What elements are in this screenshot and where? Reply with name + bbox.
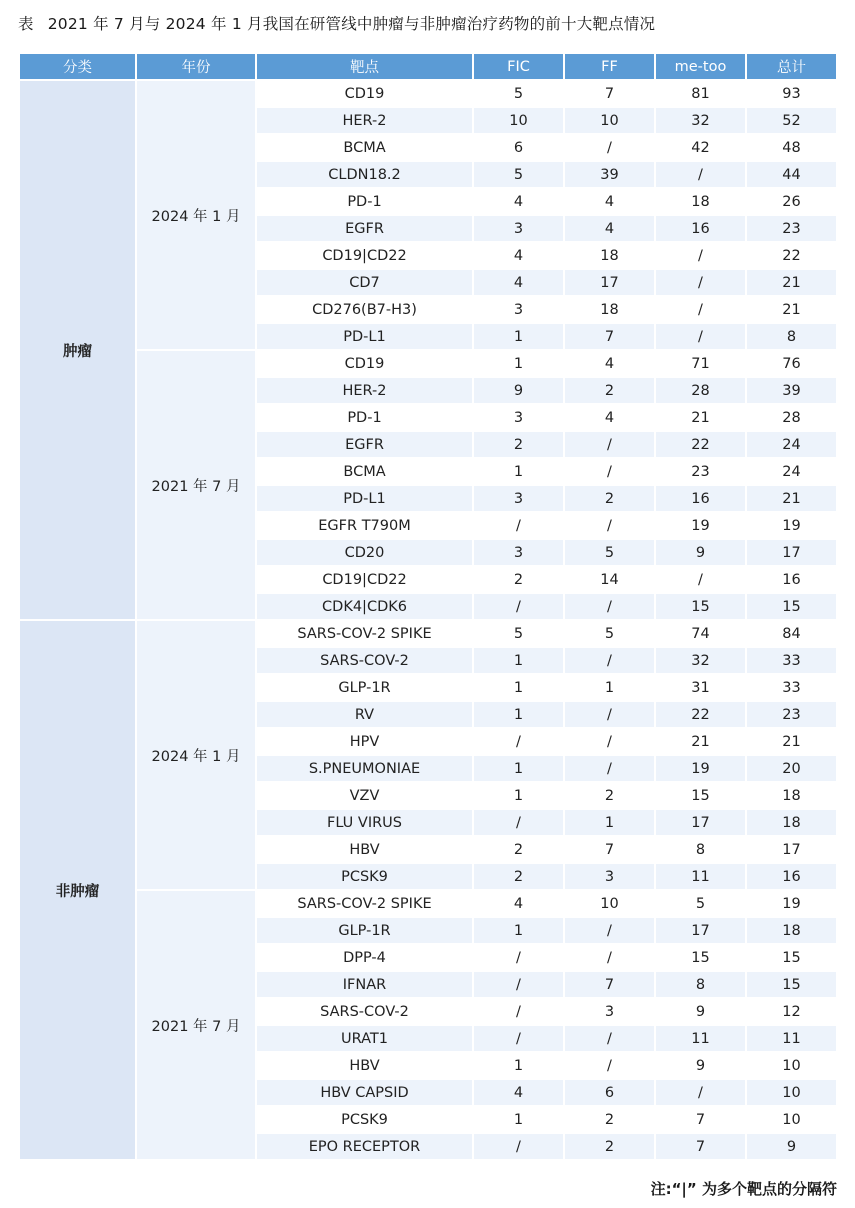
me-too-cell: 11 <box>656 1026 745 1051</box>
me-too-cell: 17 <box>656 918 745 943</box>
total-cell: 48 <box>747 135 836 160</box>
fic-cell: / <box>474 1134 563 1159</box>
me-too-cell: 19 <box>656 513 745 538</box>
total-cell: 24 <box>747 459 836 484</box>
fic-cell: 1 <box>474 756 563 781</box>
total-cell: 23 <box>747 702 836 727</box>
total-cell: 76 <box>747 351 836 376</box>
me-too-cell: / <box>656 270 745 295</box>
target-cell: PCSK9 <box>257 864 472 889</box>
ff-cell: 5 <box>565 540 654 565</box>
total-cell: 93 <box>747 81 836 106</box>
me-too-cell: 8 <box>656 837 745 862</box>
table-row <box>20 621 836 646</box>
fic-cell: 4 <box>474 270 563 295</box>
target-cell: EPO RECEPTOR <box>257 1134 472 1159</box>
year-cell: 2021 年 7 月 <box>137 891 255 1159</box>
target-cell: SARS-COV-2 SPIKE <box>257 621 472 646</box>
total-cell: 39 <box>747 378 836 403</box>
target-cell: S.PNEUMONIAE <box>257 756 472 781</box>
fic-cell: 1 <box>474 648 563 673</box>
header-year: 年份 <box>137 54 255 79</box>
ff-cell: 4 <box>565 405 654 430</box>
target-cell: RV <box>257 702 472 727</box>
ff-cell: / <box>565 1053 654 1078</box>
target-cell: SARS-COV-2 <box>257 999 472 1024</box>
target-cell: HER-2 <box>257 108 472 133</box>
ff-cell: / <box>565 432 654 457</box>
target-cell: CD19|CD22 <box>257 243 472 268</box>
me-too-cell: 9 <box>656 1053 745 1078</box>
fic-cell: 6 <box>474 135 563 160</box>
me-too-cell: 15 <box>656 945 745 970</box>
total-cell: 9 <box>747 1134 836 1159</box>
fic-cell: 5 <box>474 162 563 187</box>
total-cell: 11 <box>747 1026 836 1051</box>
me-too-cell: 21 <box>656 405 745 430</box>
ff-cell: 2 <box>565 1134 654 1159</box>
ff-cell: 1 <box>565 810 654 835</box>
header-row <box>20 54 836 79</box>
me-too-cell: / <box>656 567 745 592</box>
category-cell: 非肿瘤 <box>20 621 135 1159</box>
target-cell: PCSK9 <box>257 1107 472 1132</box>
me-too-cell: 9 <box>656 999 745 1024</box>
total-cell: 23 <box>747 216 836 241</box>
fic-cell: 1 <box>474 324 563 349</box>
target-cell: EGFR <box>257 432 472 457</box>
me-too-cell: / <box>656 1080 745 1105</box>
fic-cell: / <box>474 999 563 1024</box>
table-body <box>20 81 836 1159</box>
table-title-text: 2021 年 7 月与 2024 年 1 月我国在研管线中肿瘤与非肿瘤治疗药物的前十大靶点情况 <box>47 15 656 33</box>
ff-cell: 5 <box>565 621 654 646</box>
fic-cell: 2 <box>474 837 563 862</box>
total-cell: 18 <box>747 783 836 808</box>
target-cell: GLP-1R <box>257 675 472 700</box>
fic-cell: / <box>474 729 563 754</box>
table-row <box>20 351 836 376</box>
me-too-cell: 16 <box>656 216 745 241</box>
target-cell: CD19|CD22 <box>257 567 472 592</box>
fic-cell: / <box>474 945 563 970</box>
total-cell: 18 <box>747 810 836 835</box>
me-too-cell: 11 <box>656 864 745 889</box>
year-cell: 2021 年 7 月 <box>137 351 255 619</box>
me-too-cell: 16 <box>656 486 745 511</box>
total-cell: 44 <box>747 162 836 187</box>
fic-cell: 1 <box>474 675 563 700</box>
fic-cell: 4 <box>474 189 563 214</box>
fic-cell: 2 <box>474 432 563 457</box>
me-too-cell: / <box>656 297 745 322</box>
total-cell: 8 <box>747 324 836 349</box>
fic-cell: 2 <box>474 864 563 889</box>
target-cell: VZV <box>257 783 472 808</box>
target-cell: PD-1 <box>257 405 472 430</box>
ff-cell: 2 <box>565 1107 654 1132</box>
me-too-cell: 7 <box>656 1134 745 1159</box>
target-cell: GLP-1R <box>257 918 472 943</box>
total-cell: 28 <box>747 405 836 430</box>
total-cell: 12 <box>747 999 836 1024</box>
total-cell: 15 <box>747 594 836 619</box>
fic-cell: 9 <box>474 378 563 403</box>
fic-cell: 3 <box>474 405 563 430</box>
fic-cell: 1 <box>474 351 563 376</box>
ff-cell: / <box>565 1026 654 1051</box>
fic-cell: / <box>474 1026 563 1051</box>
target-cell: SARS-COV-2 SPIKE <box>257 891 472 916</box>
total-cell: 22 <box>747 243 836 268</box>
ff-cell: / <box>565 729 654 754</box>
me-too-cell: 42 <box>656 135 745 160</box>
total-cell: 17 <box>747 837 836 862</box>
target-cell: FLU VIRUS <box>257 810 472 835</box>
me-too-cell: 18 <box>656 189 745 214</box>
total-cell: 15 <box>747 945 836 970</box>
target-cell: PD-L1 <box>257 324 472 349</box>
ff-cell: / <box>565 648 654 673</box>
total-cell: 21 <box>747 270 836 295</box>
me-too-cell: 81 <box>656 81 745 106</box>
total-cell: 18 <box>747 918 836 943</box>
target-cell: DPP-4 <box>257 945 472 970</box>
total-cell: 17 <box>747 540 836 565</box>
fic-cell: 1 <box>474 1053 563 1078</box>
ff-cell: / <box>565 918 654 943</box>
header-total: 总计 <box>747 54 836 79</box>
fic-cell: / <box>474 513 563 538</box>
target-cell: CDK4|CDK6 <box>257 594 472 619</box>
ff-cell: 14 <box>565 567 654 592</box>
header-me-too: me-too <box>656 54 745 79</box>
total-cell: 19 <box>747 513 836 538</box>
me-too-cell: 31 <box>656 675 745 700</box>
me-too-cell: 23 <box>656 459 745 484</box>
me-too-cell: 28 <box>656 378 745 403</box>
header-ff: FF <box>565 54 654 79</box>
header-target: 靶点 <box>257 54 472 79</box>
total-cell: 16 <box>747 567 836 592</box>
fic-cell: 2 <box>474 567 563 592</box>
fic-cell: / <box>474 972 563 997</box>
fic-cell: 3 <box>474 540 563 565</box>
targets-table <box>18 52 838 1161</box>
table-title <box>18 12 655 34</box>
fic-cell: 3 <box>474 297 563 322</box>
ff-cell: 10 <box>565 891 654 916</box>
target-cell: EGFR <box>257 216 472 241</box>
me-too-cell: 32 <box>656 108 745 133</box>
me-too-cell: 74 <box>656 621 745 646</box>
total-cell: 19 <box>747 891 836 916</box>
fic-cell: / <box>474 594 563 619</box>
target-cell: HBV <box>257 837 472 862</box>
me-too-cell: 19 <box>656 756 745 781</box>
ff-cell: / <box>565 135 654 160</box>
target-cell: URAT1 <box>257 1026 472 1051</box>
fic-cell: 4 <box>474 243 563 268</box>
fic-cell: 1 <box>474 459 563 484</box>
me-too-cell: 8 <box>656 972 745 997</box>
ff-cell: 4 <box>565 351 654 376</box>
target-cell: CD19 <box>257 351 472 376</box>
me-too-cell: 22 <box>656 432 745 457</box>
fic-cell: 5 <box>474 621 563 646</box>
ff-cell: 18 <box>565 243 654 268</box>
ff-cell: 2 <box>565 378 654 403</box>
target-cell: BCMA <box>257 459 472 484</box>
me-too-cell: / <box>656 162 745 187</box>
total-cell: 26 <box>747 189 836 214</box>
fic-cell: 1 <box>474 783 563 808</box>
ff-cell: 39 <box>565 162 654 187</box>
ff-cell: / <box>565 945 654 970</box>
target-cell: CLDN18.2 <box>257 162 472 187</box>
fic-cell: 5 <box>474 81 563 106</box>
me-too-cell: 15 <box>656 594 745 619</box>
me-too-cell: 32 <box>656 648 745 673</box>
ff-cell: 7 <box>565 81 654 106</box>
total-cell: 16 <box>747 864 836 889</box>
total-cell: 20 <box>747 756 836 781</box>
total-cell: 84 <box>747 621 836 646</box>
me-too-cell: 7 <box>656 1107 745 1132</box>
fic-cell: 1 <box>474 1107 563 1132</box>
ff-cell: 6 <box>565 1080 654 1105</box>
ff-cell: 1 <box>565 675 654 700</box>
ff-cell: / <box>565 702 654 727</box>
footnote: 注:“|” 为多个靶点的分隔符 <box>650 1180 837 1198</box>
total-cell: 52 <box>747 108 836 133</box>
target-cell: HBV <box>257 1053 472 1078</box>
total-cell: 10 <box>747 1107 836 1132</box>
fic-cell: 4 <box>474 1080 563 1105</box>
ff-cell: 2 <box>565 783 654 808</box>
total-cell: 24 <box>747 432 836 457</box>
ff-cell: 4 <box>565 216 654 241</box>
total-cell: 15 <box>747 972 836 997</box>
fic-cell: 1 <box>474 702 563 727</box>
total-cell: 21 <box>747 729 836 754</box>
ff-cell: 3 <box>565 999 654 1024</box>
ff-cell: 10 <box>565 108 654 133</box>
total-cell: 10 <box>747 1053 836 1078</box>
table-title-label: 表 <box>18 15 34 33</box>
target-cell: SARS-COV-2 <box>257 648 472 673</box>
year-cell: 2024 年 1 月 <box>137 621 255 889</box>
target-cell: HBV CAPSID <box>257 1080 472 1105</box>
ff-cell: 18 <box>565 297 654 322</box>
table-row <box>20 891 836 916</box>
fic-cell: 4 <box>474 891 563 916</box>
ff-cell: / <box>565 756 654 781</box>
fic-cell: 3 <box>474 486 563 511</box>
ff-cell: 7 <box>565 972 654 997</box>
total-cell: 21 <box>747 297 836 322</box>
total-cell: 33 <box>747 675 836 700</box>
year-cell: 2024 年 1 月 <box>137 81 255 349</box>
ff-cell: 3 <box>565 864 654 889</box>
ff-cell: 7 <box>565 837 654 862</box>
ff-cell: / <box>565 513 654 538</box>
target-cell: CD20 <box>257 540 472 565</box>
me-too-cell: 71 <box>656 351 745 376</box>
fic-cell: / <box>474 810 563 835</box>
me-too-cell: 22 <box>656 702 745 727</box>
me-too-cell: 21 <box>656 729 745 754</box>
category-cell: 肿瘤 <box>20 81 135 619</box>
target-cell: EGFR T790M <box>257 513 472 538</box>
target-cell: IFNAR <box>257 972 472 997</box>
table-row <box>20 81 836 106</box>
ff-cell: 2 <box>565 486 654 511</box>
target-cell: PD-1 <box>257 189 472 214</box>
me-too-cell: 9 <box>656 540 745 565</box>
target-cell: CD7 <box>257 270 472 295</box>
total-cell: 10 <box>747 1080 836 1105</box>
me-too-cell: / <box>656 243 745 268</box>
me-too-cell: / <box>656 324 745 349</box>
fic-cell: 10 <box>474 108 563 133</box>
target-cell: BCMA <box>257 135 472 160</box>
target-cell: PD-L1 <box>257 486 472 511</box>
header-category: 分类 <box>20 54 135 79</box>
fic-cell: 3 <box>474 216 563 241</box>
target-cell: HER-2 <box>257 378 472 403</box>
fic-cell: 1 <box>474 918 563 943</box>
target-cell: HPV <box>257 729 472 754</box>
total-cell: 33 <box>747 648 836 673</box>
me-too-cell: 15 <box>656 783 745 808</box>
ff-cell: 17 <box>565 270 654 295</box>
ff-cell: / <box>565 459 654 484</box>
header-fic: FIC <box>474 54 563 79</box>
target-cell: CD19 <box>257 81 472 106</box>
me-too-cell: 5 <box>656 891 745 916</box>
ff-cell: 7 <box>565 324 654 349</box>
ff-cell: / <box>565 594 654 619</box>
total-cell: 21 <box>747 486 836 511</box>
me-too-cell: 17 <box>656 810 745 835</box>
target-cell: CD276(B7-H3) <box>257 297 472 322</box>
ff-cell: 4 <box>565 189 654 214</box>
